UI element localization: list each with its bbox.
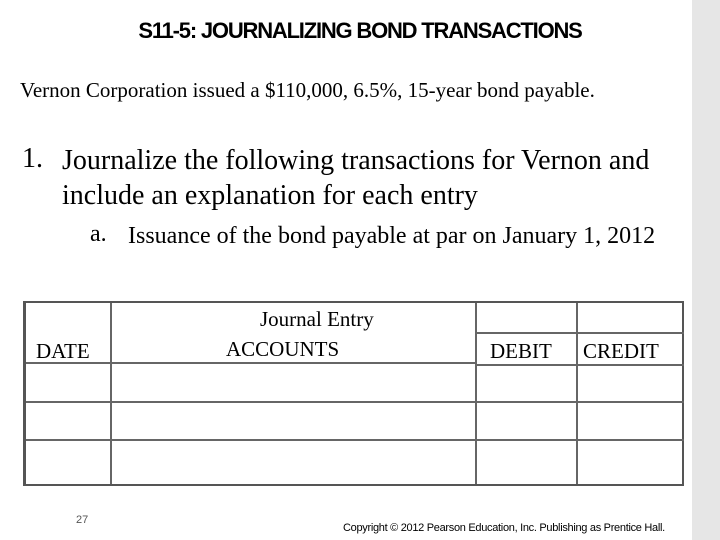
- credit-cell[interactable]: [582, 445, 680, 479]
- account-cell[interactable]: [116, 445, 470, 479]
- subquestion-text: Issuance of the bond payable at par on January 1, 2012: [128, 223, 656, 249]
- right-edge-bar: [692, 0, 720, 540]
- question-text: Journalize the following transactions for Vernon and include an explanation for each entry: [62, 145, 650, 211]
- date-cell[interactable]: [30, 369, 106, 395]
- row-divider: [26, 439, 684, 441]
- credit-cell[interactable]: [582, 407, 680, 433]
- journal-heading: Journal Entry: [260, 307, 374, 331]
- question-number: 1.: [22, 143, 43, 174]
- date-cell[interactable]: [30, 445, 106, 479]
- journal-entry-table: [23, 301, 684, 486]
- copyright-notice: Copyright © 2012 Pearson Education, Inc. Publishing as Prentice Hall.: [343, 522, 665, 534]
- debit-cell[interactable]: [482, 445, 572, 479]
- column-divider: [475, 303, 477, 484]
- row-divider: [26, 401, 684, 403]
- slide-title: S11-5: JOURNALIZING BOND TRANSACTIONS: [138, 18, 582, 43]
- debit-header: DEBIT: [490, 339, 552, 363]
- column-divider: [110, 303, 112, 484]
- row-divider: [110, 362, 476, 364]
- intro-text: Vernon Corporation issued a $110,000, 6.5%, 15-year bond payable.: [20, 78, 595, 102]
- page-number: 27: [76, 514, 89, 526]
- row-divider: [476, 332, 684, 334]
- account-cell[interactable]: [116, 369, 470, 395]
- credit-cell[interactable]: [582, 369, 680, 395]
- debit-cell[interactable]: [482, 407, 572, 433]
- column-divider: [576, 303, 578, 484]
- account-cell[interactable]: [116, 407, 470, 433]
- accounts-header: ACCOUNTS: [226, 337, 340, 361]
- date-cell[interactable]: [30, 407, 106, 433]
- date-header: DATE: [36, 339, 90, 363]
- row-divider: [476, 364, 684, 366]
- subquestion-letter: a.: [90, 221, 107, 247]
- debit-cell[interactable]: [482, 369, 572, 395]
- credit-header: CREDIT: [583, 339, 659, 363]
